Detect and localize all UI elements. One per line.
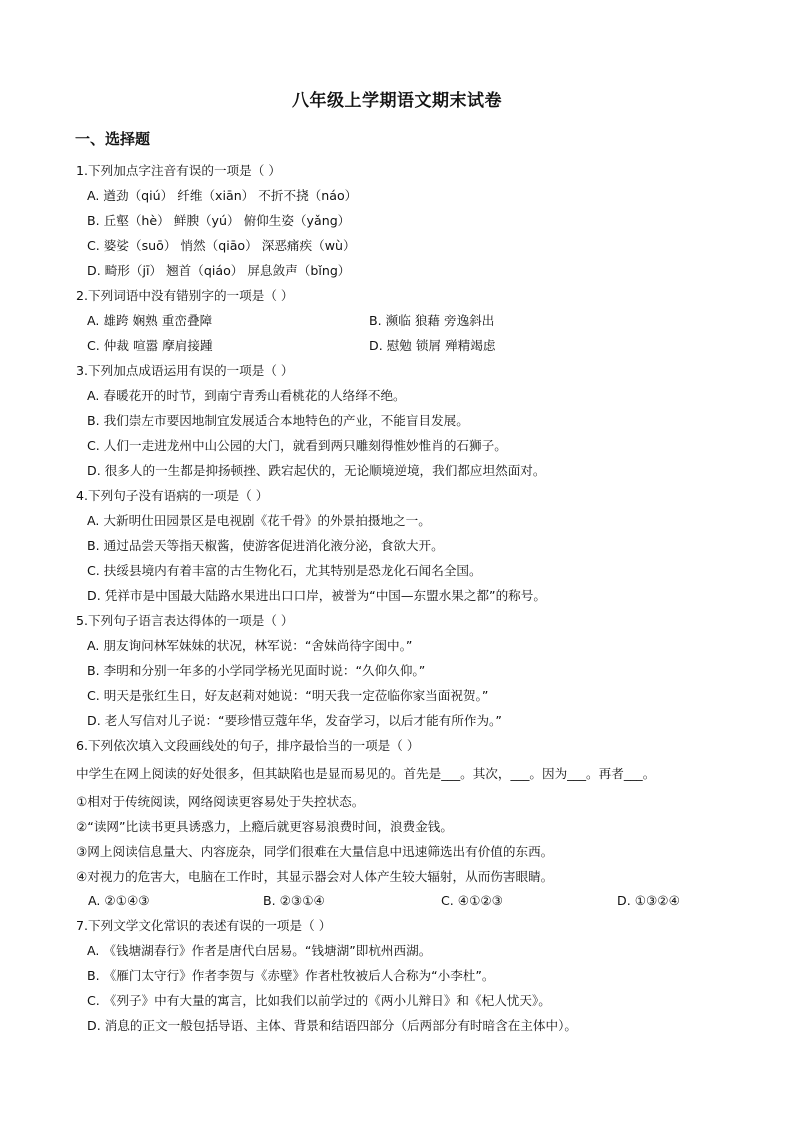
question-5-option-b: B. 李明和分别一年多的小学同学杨光见面时说：“久仰久仰。” xyxy=(87,663,426,678)
question-4-option-b: B. 通过品尝天等指天椒酱，使游客促进消化液分泌，食欲大开。 xyxy=(87,538,444,553)
question-4-option-c: C. 扶绥县境内有着丰富的古生物化石，尤其特别是恐龙化石闻名全国。 xyxy=(87,563,482,578)
question-6-item-1: ①相对于传统阅读，网络阅读更容易处于失控状态。 xyxy=(76,794,365,809)
question-4-stem: 4.下列句子没有语病的一项是（ ） xyxy=(76,488,269,503)
question-2-option-d: D. 慰勉 锁屑 殚精竭虑 xyxy=(369,338,496,353)
question-6-choice-a: A. ②①④③ xyxy=(88,893,150,908)
question-2-option-a: A. 雄跨 娴熟 重峦叠障 xyxy=(87,313,213,328)
question-6-item-2: ②“读网”比读书更具诱惑力，上瘾后就更容易浪费时间，浪费金钱。 xyxy=(76,819,453,834)
question-1-option-b: B. 丘壑（hè） 鲜腴（yú） 俯仰生姿（yǎng） xyxy=(87,213,351,228)
question-5-option-a: A. 朋友询问林军妹妹的状况，林军说：“舍妹尚待字闺中。” xyxy=(87,638,413,653)
question-1-option-d: D. 畸形（jī） 翘首（qiáo） 屏息敛声（bǐng） xyxy=(87,263,351,278)
question-3-option-b: B. 我们崇左市要因地制宜发展适合本地特色的产业，不能盲目发展。 xyxy=(87,413,469,428)
question-2-option-c: C. 仲裁 喧嚣 摩肩接踵 xyxy=(87,338,213,353)
question-1-stem: 1.下列加点字注音有误的一项是（ ） xyxy=(76,163,281,178)
question-3-option-c: C. 人们一走进龙州中山公园的大门，就看到两只雕刻得惟妙惟肖的石狮子。 xyxy=(87,438,507,453)
question-5-stem: 5.下列句子语言表达得体的一项是（ ） xyxy=(76,613,294,628)
question-4-option-a: A. 大新明仕田园景区是电视剧《花千骨》的外景拍摄地之一。 xyxy=(87,513,431,528)
question-2-option-b: B. 濒临 狼藉 旁逸斜出 xyxy=(369,313,495,328)
question-7-option-c: C. 《列子》中有大量的寓言，比如我们以前学过的《两小儿辩日》和《杞人忧天》。 xyxy=(87,993,551,1008)
question-5-option-c: C. 明天是张红生日，好友赵莉对她说：“明天我一定莅临你家当面祝贺。” xyxy=(87,688,489,703)
question-4-option-d: D. 凭祥市是中国最大陆路水果进出口口岸，被誉为“中国—东盟水果之都”的称号。 xyxy=(87,588,546,603)
question-3-stem: 3.下列加点成语运用有误的一项是（ ） xyxy=(76,363,294,378)
question-5-option-d: D. 老人写信对儿子说：“要珍惜豆蔻年华，发奋学习，以后才能有所作为。” xyxy=(87,713,502,728)
question-6-choice-d: D. ①③②④ xyxy=(617,893,680,908)
question-2-stem: 2.下列词语中没有错别字的一项是（ ） xyxy=(76,288,294,303)
question-6-item-3: ③网上阅读信息量大、内容庞杂，同学们很难在大量信息中迅速筛选出有价值的东西。 xyxy=(76,844,554,859)
question-6-stem: 6.下列依次填入文段画线处的句子，排序最恰当的一项是（ ） xyxy=(76,738,420,753)
question-1-option-c: C. 婆娑（suō） 悄然（qiāo） 深恶痛疾（wù） xyxy=(87,238,356,253)
question-7-option-a: A. 《钱塘湖春行》作者是唐代白居易。“钱塘湖”即杭州西湖。 xyxy=(87,943,432,958)
question-7-option-d: D. 消息的正文一般包括导语、主体、背景和结语四部分（后两部分有时暗含在主体中）。 xyxy=(87,1018,577,1033)
question-3-option-a: A. 春暖花开的时节，到南宁青秀山看桃花的人络绎不绝。 xyxy=(87,388,406,403)
question-1-option-a: A. 遒劲（qiú） 纤维（xiān） 不折不挠（náo） xyxy=(87,188,358,203)
question-6-passage: 中学生在网上阅读的好处很多，但其缺陷也是显而易见的。首先是___。其次，___。因为___。再者___。 xyxy=(76,766,656,781)
section-heading: 一、选择题 xyxy=(75,130,151,148)
question-3-option-d: D. 很多人的一生都是抑扬顿挫、跌宕起伏的，无论顺境逆境，我们都应坦然面对。 xyxy=(87,463,546,478)
question-6-item-4: ④对视力的危害大，电脑在工作时，其显示器会对人体产生较大辐射，从而伤害眼睛。 xyxy=(76,869,554,884)
question-6-choice-c: C. ④①②③ xyxy=(441,893,503,908)
question-7-option-b: B. 《雁门太守行》作者李贺与《赤壁》作者杜牧被后人合称为“小李杜”。 xyxy=(87,968,495,983)
question-7-stem: 7.下列文学文化常识的表述有误的一项是（ ） xyxy=(76,918,332,933)
question-6-choice-b: B. ②③①④ xyxy=(263,893,325,908)
page-title: 八年级上学期语文期末试卷 xyxy=(292,91,502,111)
